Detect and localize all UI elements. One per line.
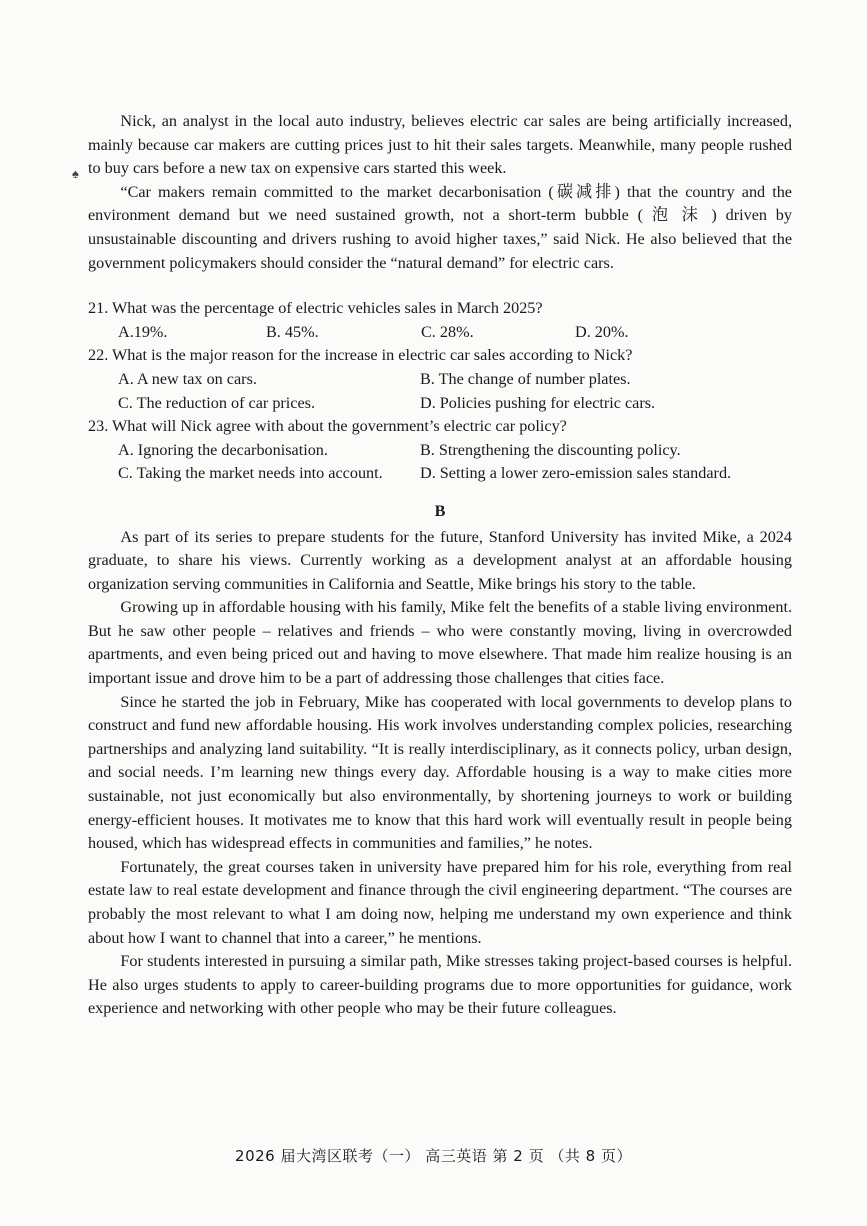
section-title: B — [434, 501, 446, 520]
paragraph: Fortunately, the great courses taken in university have prepared him for his role, everything from real estate law to real estate development and finance through the civil engineering department. “The courses are probably the most relevant to what I am doing now, helping me understand my own experience and think about how I want to channel that into a career,” he mentions. — [88, 857, 792, 947]
margin-mark: ♠ — [72, 166, 79, 181]
question-options — [88, 439, 792, 486]
question-23 — [88, 415, 792, 486]
option-c: C. The reduction of car prices. — [118, 393, 316, 412]
paragraph: As part of its series to prepare students for the future, Stanford University has invited Mike, a 2024 graduate, to share his views. Currently working as a development analyst at an affordable housing organization serving communities in California and Seattle, Mike brings his story to the table. — [88, 527, 792, 593]
paragraph: Growing up in affordable housing with his family, Mike felt the benefits of a stable living environment. But he saw other people – relatives and friends – who were constantly moving, living in overcrowded apartments, and even being priced out and having to move elsewhere. That made him realize housing is an important issue and drove him to be a part of addressing those challenges that cities face. — [88, 598, 792, 688]
question-list — [88, 297, 792, 486]
option-a: A. A new tax on cars. — [118, 369, 257, 388]
question-21 — [88, 297, 792, 344]
paragraph: For students interested in pursuing a similar path, Mike stresses taking project-based courses is helpful. He also urges students to apply to career-building programs due to more opportunities for guidance, work experience and networking with other people who may be their future colleagues. — [88, 952, 792, 1018]
paragraph: “Car makers remain committed to the market decarbonisation (碳减排) that the country and the environment demand but we need sustained growth, not a short-term bubble ( 泡 沫 ) driven by unsustainable discounting and drivers rushing to avoid higher taxes,” said Nick. He also believed that the government policymakers should consider the “natural demand” for electric cars. — [88, 182, 792, 272]
option-d: D. Policies pushing for electric cars. — [420, 393, 656, 412]
question-stem: 23. What will Nick agree with about the government’s electric car policy? — [88, 417, 567, 436]
passage-a-tail — [88, 110, 792, 275]
question-22 — [88, 344, 792, 415]
option-d: D. 20%. — [575, 322, 629, 341]
question-options — [88, 368, 792, 415]
option-d: D. Setting a lower zero-emission sales standard. — [420, 464, 732, 483]
passage-b — [88, 526, 792, 1021]
option-c: C. Taking the market needs into account. — [118, 464, 383, 483]
option-a: A. Ignoring the decarbonisation. — [118, 440, 328, 459]
page-footer: 2026 届大湾区联考（一） 高三英语 第 2 页 （共 8 页） — [235, 1147, 632, 1165]
paragraph: Since he started the job in February, Mike has cooperated with local governments to develop plans to construct and fund new affordable housing. His work involves understanding complex policies, researching partnerships and analyzing land suitability. “It is really interdisciplinary, as it connects policy, urban design, and social needs. I’m learning new things every day. Affordable housing is a way to make cities more sustainable, not just economically but also environmentally, by shortening journeys to work or building energy-efficient houses. It motivates me to know that this hard work will eventually result in people being housed, which has widespread effects in communities and families,” he notes. — [88, 692, 792, 853]
option-b: B. 45%. — [266, 322, 319, 341]
question-stem: 21. What was the percentage of electric vehicles sales in March 2025? — [88, 299, 543, 318]
option-a: A.19%. — [118, 322, 168, 341]
option-b: B. Strengthening the discounting policy. — [420, 440, 681, 459]
option-b: B. The change of number plates. — [420, 369, 631, 388]
question-stem: 22. What is the major reason for the increase in electric car sales according to Nick? — [88, 346, 633, 365]
page-content — [88, 110, 792, 1021]
paragraph: Nick, an analyst in the local auto industry, believes electric car sales are being artificially increased, mainly because car makers are cutting prices just to hit their sales targets. Meanwhile, many people rushed to buy cars before a new tax on expensive cars started this week. — [88, 112, 792, 178]
option-c: C. 28%. — [421, 322, 474, 341]
question-options — [88, 321, 792, 345]
